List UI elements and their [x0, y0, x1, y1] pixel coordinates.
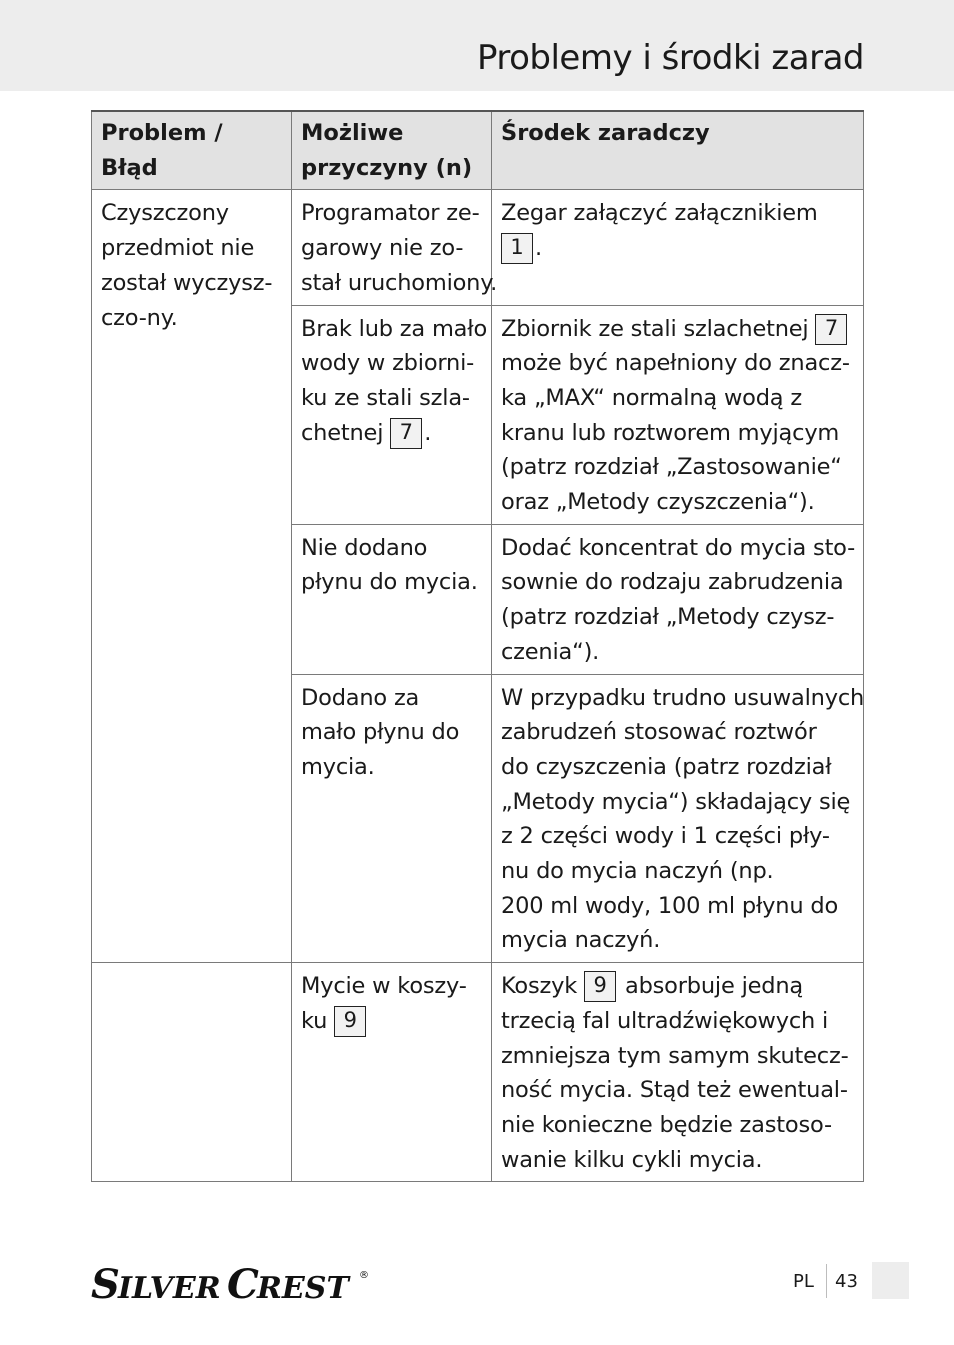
- cause-line: Mycie w koszy-: [301, 973, 467, 1000]
- cause-cell: [292, 305, 492, 524]
- punctuation: .: [424, 419, 432, 446]
- header-line: przyczyny (n): [301, 154, 473, 181]
- remedy-cell: [492, 190, 864, 305]
- logo-C: C: [227, 1261, 259, 1308]
- problem-line: Czyszczony: [101, 200, 229, 227]
- reference-number-box: 9: [334, 1006, 366, 1037]
- reference-number-box: 1: [501, 233, 533, 264]
- remedy-line: trzecią fal ultradźwiękowych i: [501, 1007, 829, 1034]
- cause-line: garowy nie zo-: [301, 235, 464, 262]
- reference-number-box: 7: [815, 314, 847, 345]
- remedy-text: Koszyk: [501, 973, 578, 1000]
- problem-line: został wyczysz-: [101, 269, 273, 296]
- punctuation: .: [535, 235, 542, 262]
- column-header-remedy: [492, 111, 864, 190]
- remedy-line: nie konieczne będzie zastoso-: [501, 1111, 832, 1138]
- registered-mark: ®: [359, 1270, 369, 1281]
- silvercrest-logo: [91, 1258, 381, 1308]
- reference-number-box: 7: [390, 418, 422, 449]
- cause-text: chetnej: [301, 419, 384, 446]
- remedy-line: (patrz rozdział „Zastosowanie“: [501, 454, 842, 481]
- logo-S: S: [91, 1261, 120, 1308]
- page-title: Problemy i środki zarad: [476, 38, 864, 78]
- cause-text: ku: [301, 1007, 328, 1034]
- remedy-line: Dodać koncentrat do mycia sto-: [501, 534, 856, 561]
- column-header-causes: [292, 111, 492, 190]
- remedy-text: Zbiornik ze stali szlachetnej: [501, 315, 809, 342]
- cause-line: Dodano za: [301, 684, 420, 711]
- cause-line: [301, 1004, 483, 1039]
- cause-line: płynu do mycia.: [301, 569, 478, 596]
- remedy-line: „Metody mycia“) składający się: [501, 788, 851, 815]
- remedy-line: zmniejsza tym samym skutecz-: [501, 1042, 849, 1069]
- remedy-line: nu do mycia naczyń (np.: [501, 858, 774, 885]
- remedy-line: sownie do rodzaju zabrudzenia: [501, 569, 844, 596]
- header-line: Błąd: [101, 154, 158, 181]
- remedy-line: z 2 części wody i 1 części pły-: [501, 823, 830, 850]
- remedy-line: [501, 312, 855, 347]
- table-row: [92, 963, 864, 1182]
- header-line: Środek zaradczy: [501, 120, 710, 146]
- cause-line: stał uruchomiony.: [301, 269, 498, 296]
- problem-cell-empty: [92, 963, 292, 1182]
- troubleshooting-table: [91, 110, 864, 1182]
- problem-line: czo-ny.: [101, 304, 178, 331]
- remedy-cell: [492, 305, 864, 524]
- cause-line: ku ze stali szla-: [301, 384, 470, 411]
- remedy-cell: [492, 963, 864, 1182]
- remedy-line: oraz „Metody czyszczenia“).: [501, 489, 815, 516]
- table-header-row: [92, 111, 864, 190]
- header-line: Możliwe: [301, 120, 404, 146]
- cause-cell: [292, 963, 492, 1182]
- remedy-line: zabrudzeń stosować roztwór: [501, 719, 817, 746]
- cause-cell: [292, 524, 492, 674]
- page-number: 43: [835, 1271, 858, 1292]
- remedy-line: może być napełniony do znacz-: [501, 350, 850, 377]
- remedy-line: [501, 969, 855, 1004]
- remedy-line: mycia naczyń.: [501, 927, 661, 954]
- remedy-line: czenia“).: [501, 638, 600, 665]
- remedy-line: wanie kilku cykli mycia.: [501, 1146, 763, 1173]
- remedy-line: [501, 231, 855, 266]
- cause-line: mało płynu do: [301, 719, 460, 746]
- cause-line: Nie dodano: [301, 534, 428, 561]
- remedy-line: do czyszczenia (patrz rozdział: [501, 753, 832, 780]
- remedy-line: W przypadku trudno usuwalnych: [501, 684, 865, 711]
- remedy-cell: [492, 524, 864, 674]
- reference-number-box: 9: [584, 971, 616, 1002]
- cause-cell: [292, 674, 492, 963]
- cause-line: wody w zbiorni-: [301, 350, 475, 377]
- table-row: [92, 190, 864, 305]
- cause-line: [301, 416, 483, 451]
- remedy-line: ność mycia. Stąd też ewentual-: [501, 1077, 848, 1104]
- cause-line: mycia.: [301, 753, 375, 780]
- remedy-text: absorbuje jedną: [624, 973, 804, 1000]
- remedy-line: (patrz rozdział „Metody czysz-: [501, 604, 835, 631]
- logo-ilver: ILVER: [118, 1271, 221, 1306]
- remedy-line: 200 ml wody, 100 ml płynu do: [501, 892, 839, 919]
- footer-divider: [826, 1264, 827, 1298]
- remedy-line: ka „MAX“ normalną wodą z: [501, 384, 802, 411]
- problem-cell: [92, 190, 292, 963]
- remedy-line: kranu lub roztworem myjącym: [501, 419, 840, 446]
- cause-line: Brak lub za mało: [301, 315, 488, 342]
- cause-line: Programator ze-: [301, 200, 480, 227]
- footer-tab-marker: [872, 1262, 909, 1299]
- logo-rest: REST: [257, 1271, 349, 1306]
- footer-language: PL: [793, 1271, 814, 1292]
- cause-cell: [292, 190, 498, 305]
- problem-line: przedmiot nie: [101, 235, 255, 262]
- remedy-line: Zegar załączyć załącznikiem: [501, 200, 818, 227]
- header-line: Problem /: [101, 120, 223, 146]
- column-header-problem: [92, 111, 292, 190]
- remedy-cell: [492, 674, 864, 963]
